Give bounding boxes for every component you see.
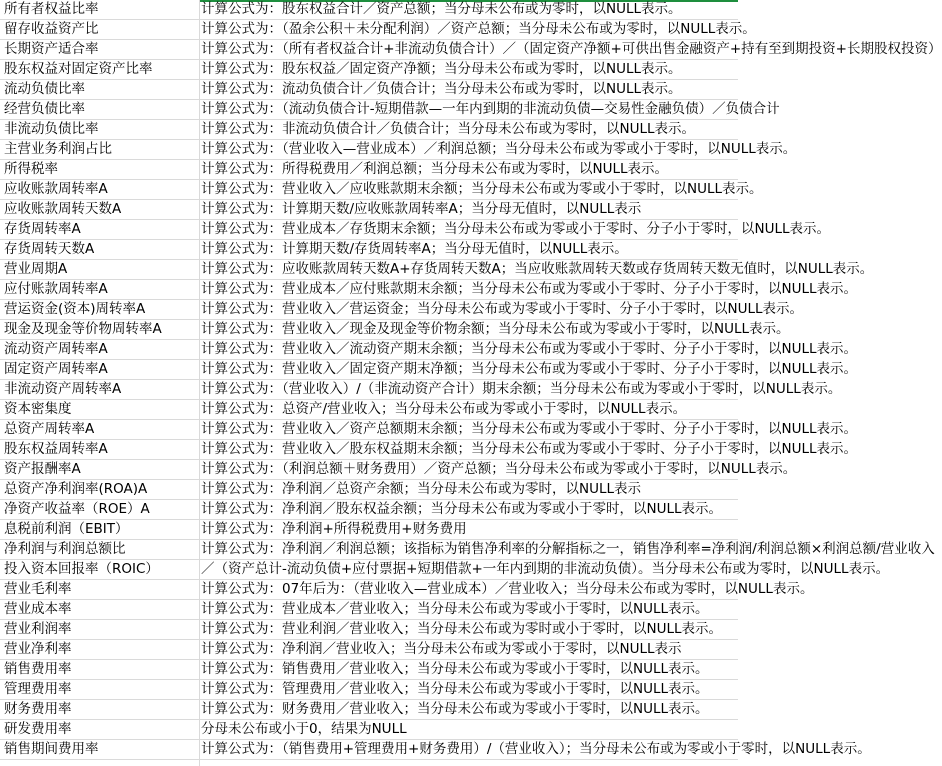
table-row <box>0 360 858 380</box>
table-row <box>0 40 942 60</box>
formula-cell[interactable]: 计算公式为：净利润／股东权益余额；当分母未公布或为零或小于零时，以NULL表示。 <box>201 501 723 517</box>
indicator-name-cell[interactable]: 所得税率 <box>4 161 58 177</box>
table-row <box>0 740 871 760</box>
indicator-name-cell[interactable]: 销售费用率 <box>4 661 72 677</box>
indicator-name-cell[interactable]: 净资产收益率（ROE）A <box>4 501 150 517</box>
indicator-name-cell[interactable]: 长期资产适合率 <box>4 41 99 57</box>
indicator-name-cell[interactable]: 总资产净利润率(ROA)A <box>4 481 148 497</box>
formula-cell[interactable]: 计算公式为：营业收入／应收账款期末余额；当分母未公布或为零或小于零时，以NULL表示。 <box>201 181 763 197</box>
table-row <box>0 700 738 720</box>
indicator-name-cell[interactable]: 营业毛利率 <box>4 581 72 597</box>
indicator-name-cell[interactable]: 股东权益周转率A <box>4 441 108 457</box>
formula-cell[interactable]: 计算公式为：营业收入／资产总额期末余额；当分母未公布或为零或小于零时、分子小于零时，以NULL表示。 <box>201 421 858 437</box>
indicator-name-cell[interactable]: 净利润与利润总额比 <box>4 541 126 557</box>
formula-cell[interactable]: 计算公式为：营业收入／股东权益期末余额；当分母未公布或为零或小于零时、分子小于零时，以NULL表示。 <box>201 441 858 457</box>
formula-cell[interactable]: 分母未公布或小于0，结果为NULL <box>201 721 407 737</box>
formula-cell[interactable]: 计算公式为：营业收入／营运资金；当分母未公布或为零或小于零时、分子小于零时，以NULL表示。 <box>201 301 804 317</box>
table-row <box>0 60 738 80</box>
formula-cell[interactable]: 计算公式为：股东权益／固定资产净额；当分母未公布或为零时，以NULL表示。 <box>201 61 682 77</box>
indicator-name-cell[interactable]: 存货周转率A <box>4 221 81 237</box>
formula-cell[interactable]: 计算公式为：营业成本／存货期末余额；当分母未公布或为零或小于零时、分子小于零时，以NULL表示。 <box>201 221 831 237</box>
table-row <box>0 400 738 420</box>
formula-cell[interactable]: 计算公式为：非流动负债合计／负债合计；当分母未公布或为零时，以NULL表示。 <box>201 121 696 137</box>
table-row <box>0 340 858 360</box>
formula-cell[interactable]: ／（资产总计-流动负债+应付票据+短期借款+一年内到期的非流动负债）。当分母未公布或为零时，以NULL表示。 <box>201 561 890 577</box>
indicator-name-cell[interactable]: 固定资产周转率A <box>4 361 108 377</box>
formula-cell[interactable]: 计算公式为：净利润+所得税费用+财务费用 <box>201 521 467 537</box>
table-row <box>0 440 858 460</box>
indicator-name-cell[interactable]: 股东权益对固定资产比率 <box>4 61 153 77</box>
indicator-name-cell[interactable]: 营业成本率 <box>4 601 72 617</box>
formula-cell[interactable]: 计算公式为：（营业收入—营业成本）／利润总额；当分母未公布或为零或小于零时，以NULL表示。 <box>201 141 797 157</box>
table-row <box>0 220 831 240</box>
indicator-name-cell[interactable]: 应收账款周转天数A <box>4 201 122 217</box>
indicator-name-cell[interactable]: 留存收益资产比 <box>4 21 99 37</box>
formula-cell[interactable]: 计算公式为：财务费用／营业收入；当分母未公布或为零或小于零时，以NULL表示。 <box>201 701 709 717</box>
table-row <box>0 100 780 120</box>
formula-cell[interactable]: 计算公式为：应收账款周转天数A+存货周转天数A；当应收账款周转天数或存货周转天数无值时，以NULL表示。 <box>201 261 874 277</box>
indicator-name-cell[interactable]: 销售期间费用率 <box>4 741 99 757</box>
formula-cell[interactable]: 计算公式为：（利润总额＋财务费用）／资产总额；当分母未公布或为零或小于零时，以NULL表示。 <box>201 461 797 477</box>
table-row <box>0 520 738 540</box>
indicator-name-cell[interactable]: 息税前利润（EBIT） <box>4 521 129 537</box>
table-row <box>0 160 738 180</box>
indicator-name-cell[interactable]: 投入资本回报率（ROIC） <box>4 561 159 577</box>
table-row <box>0 260 874 280</box>
formula-cell[interactable]: 计算公式为：（所有者权益合计+非流动负债合计）／（固定资产净额+可供出售金融资产+持有至到期投资+长期股权投资） <box>201 41 942 57</box>
indicator-name-cell[interactable]: 主营业务利润占比 <box>4 141 112 157</box>
table-row <box>0 460 797 480</box>
formula-cell[interactable]: 计算公式为：（盈余公积＋未分配利润）／资产总额；当分母未公布或为零时，以NULL表示。 <box>201 21 756 37</box>
formula-cell[interactable]: 计算公式为：净利润／营业收入；当分母未公布或为零或小于零时，以NULL表示 <box>201 641 682 657</box>
formula-cell[interactable]: 计算公式为：销售费用／营业收入；当分母未公布或为零或小于零时，以NULL表示。 <box>201 661 709 677</box>
formula-cell[interactable]: 计算公式为：营业收入／固定资产期末净额；当分母未公布或为零或小于零时、分子小于零时，以NULL表示。 <box>201 361 858 377</box>
indicator-name-cell[interactable]: 应付账款周转率A <box>4 281 108 297</box>
table-row <box>0 180 763 200</box>
table-row <box>0 560 890 580</box>
indicator-name-cell[interactable]: 所有者权益比率 <box>4 1 99 17</box>
table-row <box>0 120 738 140</box>
table-row <box>0 540 935 560</box>
indicator-name-cell[interactable]: 现金及现金等价物周转率A <box>4 321 162 337</box>
table-row <box>0 140 797 160</box>
indicator-name-cell[interactable]: 管理费用率 <box>4 681 72 697</box>
table-row <box>0 80 738 100</box>
formula-cell[interactable]: 计算公式为：07年后为：（营业收入—营业成本）／营业收入；当分母未公布或为零时，以NULL表示。 <box>201 581 814 597</box>
indicator-name-cell[interactable]: 营业利润率 <box>4 621 72 637</box>
table-row <box>0 20 756 40</box>
formula-cell[interactable]: 计算公式为：所得税费用／利润总额；当分母未公布或为零时，以NULL表示。 <box>201 161 669 177</box>
indicator-name-cell[interactable]: 应收账款周转率A <box>4 181 108 197</box>
table-row <box>0 320 790 340</box>
formula-cell[interactable]: 计算公式为：（流动负债合计-短期借款—一年内到期的非流动负债—交易性金融负债）／负债合计 <box>201 101 780 117</box>
indicator-name-cell[interactable]: 营运资金(资本)周转率A <box>4 301 146 317</box>
formula-cell[interactable]: 计算公式为：总资产/营业收入；当分母未公布或为零或小于零时，以NULL表示。 <box>201 401 687 417</box>
formula-cell[interactable]: 计算公式为：管理费用／营业收入；当分母未公布或为零或小于零时，以NULL表示。 <box>201 681 709 697</box>
indicator-name-cell[interactable]: 流动资产周转率A <box>4 341 108 357</box>
indicator-name-cell[interactable]: 资产报酬率A <box>4 461 81 477</box>
formula-cell[interactable]: 计算公式为：净利润／利润总额；该指标为销售净利率的分解指标之一，销售净利率=净利润/利润总额×利润总额/营业收入 <box>201 541 935 557</box>
formula-cell[interactable]: 计算公式为：流动负债合计／负债合计；当分母未公布或为零时，以NULL表示。 <box>201 81 682 97</box>
table-row <box>0 480 738 500</box>
formula-cell[interactable]: 计算公式为：股东权益合计／资产总额；当分母未公布或为零时，以NULL表示。 <box>201 1 682 17</box>
formula-cell[interactable]: 计算公式为：计算期天数/应收账款周转率A；当分母无值时，以NULL表示 <box>201 201 642 217</box>
table-row <box>0 640 738 660</box>
table-row <box>0 300 804 320</box>
table-row <box>0 240 738 260</box>
table-row <box>0 620 738 640</box>
formula-cell[interactable]: 计算公式为：净利润／总资产余额；当分母未公布或为零时，以NULL表示 <box>201 481 642 497</box>
table-row <box>0 200 738 220</box>
indicator-name-cell[interactable]: 营业净利率 <box>4 641 72 657</box>
table-row <box>0 280 858 300</box>
table-row <box>0 720 738 740</box>
indicator-name-cell[interactable]: 非流动资产周转率A <box>4 381 122 397</box>
indicator-name-cell[interactable]: 总资产周转率A <box>4 421 95 437</box>
indicator-name-cell[interactable]: 存货周转天数A <box>4 241 95 257</box>
formula-cell[interactable]: 计算公式为：营业利润／营业收入；当分母未公布或为零时或小于零时，以NULL表示。 <box>201 621 723 637</box>
formula-cell[interactable]: 计算公式为：营业收入／现金及现金等价物余额；当分母未公布或为零或小于零时，以NULL表示。 <box>201 321 790 337</box>
formula-cell[interactable]: 计算公式为：计算期天数/存货周转率A；当分母无值时，以NULL表示。 <box>201 241 628 257</box>
table-row <box>0 420 858 440</box>
formula-cell[interactable]: 计算公式为：（营业收入）/（非流动资产合计）期末余额；当分母未公布或为零或小于零时，以NULL表示。 <box>201 381 842 397</box>
formula-cell[interactable]: 计算公式为：营业成本／营业收入；当分母未公布或为零或小于零时，以NULL表示。 <box>201 601 709 617</box>
indicator-name-cell[interactable]: 流动负债比率 <box>4 81 85 97</box>
indicator-name-cell[interactable]: 非流动负债比率 <box>4 121 99 137</box>
indicator-name-cell[interactable]: 财务费用率 <box>4 701 72 717</box>
table-row <box>0 580 814 600</box>
indicator-name-cell[interactable]: 营业周期A <box>4 261 68 277</box>
formula-cell[interactable]: 计算公式为：（销售费用+管理费用+财务费用）/（营业收入）；当分母未公布或为零或小于零时，以NULL表示。 <box>201 741 871 757</box>
table-row <box>0 0 738 20</box>
table-row <box>0 380 842 400</box>
formula-cell[interactable]: 计算公式为：营业成本／应付账款期末余额；当分母未公布或为零或小于零时、分子小于零时，以NULL表示。 <box>201 281 858 297</box>
indicator-name-cell[interactable]: 经营负债比率 <box>4 101 85 117</box>
indicator-name-cell[interactable]: 研发费用率 <box>4 721 72 737</box>
table-row <box>0 600 738 620</box>
formula-cell[interactable]: 计算公式为：营业收入／流动资产期末余额；当分母未公布或为零或小于零时、分子小于零时，以NULL表示。 <box>201 341 858 357</box>
indicator-name-cell[interactable]: 资本密集度 <box>4 401 72 417</box>
table-row <box>0 500 738 520</box>
table-row <box>0 680 738 700</box>
table-row <box>0 660 738 680</box>
